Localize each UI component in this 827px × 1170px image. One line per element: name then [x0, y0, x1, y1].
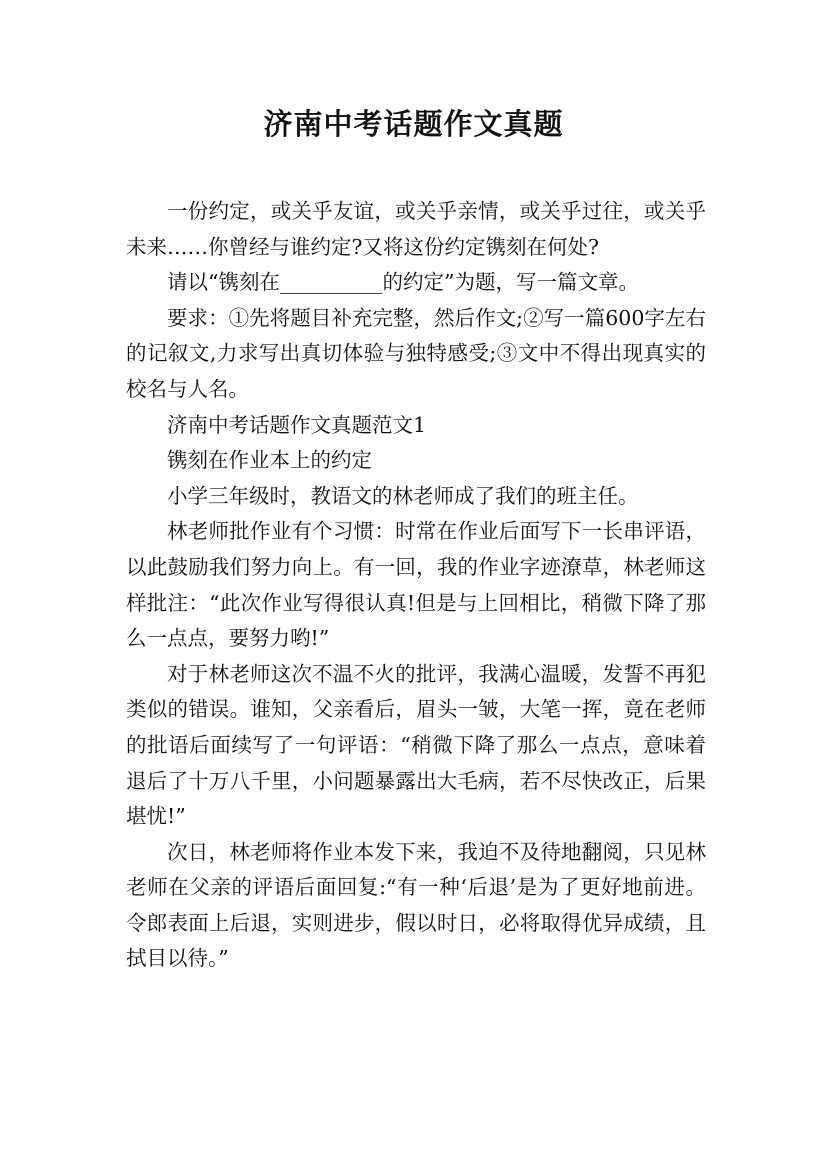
document-body [126, 194, 706, 977]
document-title: 济南中考话题作文真题 [263, 107, 564, 141]
paragraph-essay-2: 林老师批作业有个习惯：时常在作业后面写下一长串评语，以此鼓励我们努力向上。有一回，我的作业字迹潦草，林老师这样批注：“此次作业写得很认真!但是与上回相比，稍微下降了那么一点点，要努力哟!” [126, 519, 706, 651]
paragraph-essay-1: 小学三年级时，教语文的林老师成了我们的班主任。 [167, 483, 639, 508]
paragraph-prompt: 请以“镌刻在__________的约定”为题，写一篇文章。 [167, 270, 639, 295]
paragraph-essay-3: 对于林老师这次不温不火的批评，我满心温暖，发誓不再犯类似的错误。谁知，父亲看后，眉头一皱，大笔一挥，竟在老师的批语后面续写了一句评语：“稍微下降了那么一点点，意味着退后了十万八千里，小问题暴露出大毛病，若不尽快改正，后果堪忧!” [126, 661, 706, 829]
paragraph-requirements: 要求：①先将题目补充完整，然后作文;②写一篇600字左右的记叙文,力求写出真切体验与独特感受;③文中不得出现真实的校名与人名。 [126, 305, 706, 401]
paragraph-intro: 一份约定，或关乎友谊，或关乎亲情，或关乎过往，或关乎未来……你曾经与谁约定?又将这份约定镌刻在何处? [126, 199, 706, 259]
paragraph-sample-heading: 济南中考话题作文真题范文1 [167, 412, 427, 437]
paragraph-essay-4: 次日，林老师将作业本发下来，我迫不及待地翻阅，只见林老师在父亲的评语后面回复:“有一种‘后退’是为了更好地前进。令郎表面上后退，实则进步，假以时日，必将取得优异成绩，且拭目以待。” [126, 839, 706, 971]
paragraph-essay-title: 镌刻在作业本上的约定 [167, 448, 372, 473]
